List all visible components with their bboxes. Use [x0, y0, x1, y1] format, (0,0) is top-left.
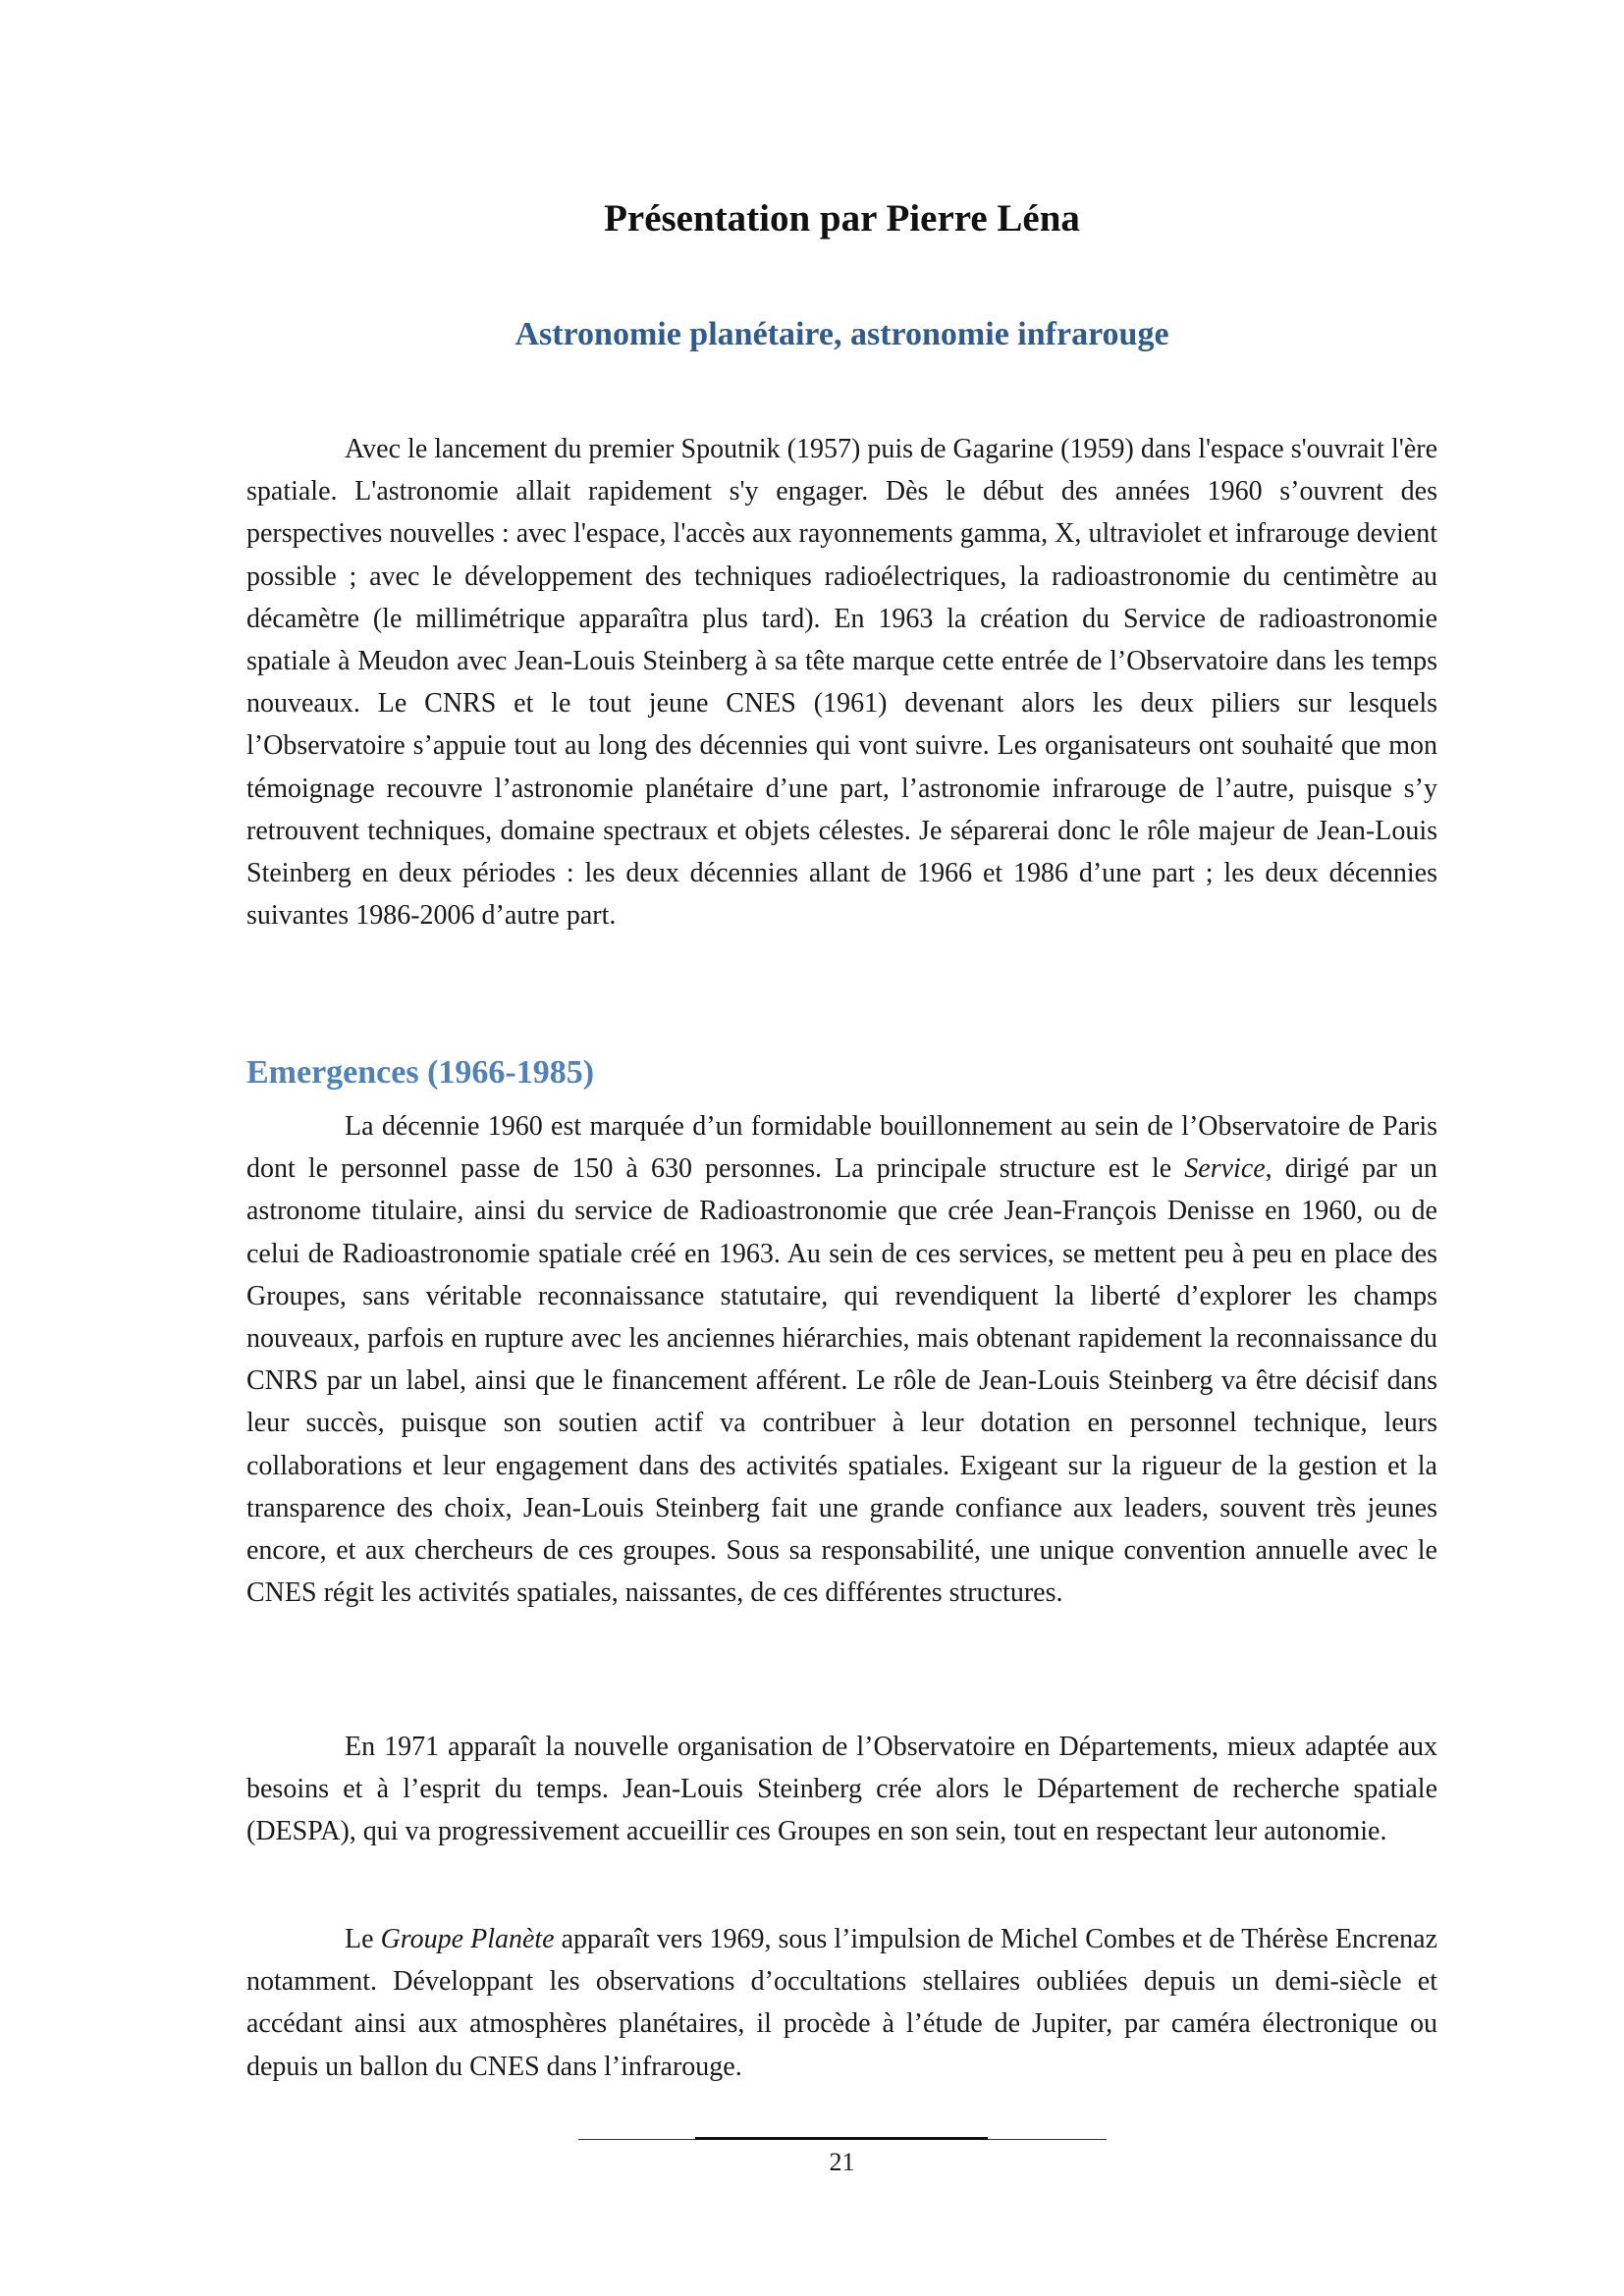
section-paragraph-3-text — [246, 1918, 1437, 2088]
footer-divider-accent — [695, 2137, 988, 2140]
section-paragraph-3-before: Le — [345, 1924, 381, 1954]
page-number: 21 — [829, 2148, 855, 2176]
section-paragraph-2 — [246, 1726, 1437, 1853]
section-paragraph-1 — [246, 1105, 1437, 1614]
section-heading: Emergences (1966-1985) — [246, 1054, 595, 1091]
section-paragraph-1-text — [246, 1105, 1437, 1614]
section-paragraph-3 — [246, 1918, 1437, 2088]
section-paragraph-1-before: La décennie 1960 est marquée d’un formidable bouillonnement au sein de l’Observatoire de Paris dont le personnel passe de 150 à 630 personnes. La principale structure est le — [246, 1111, 1437, 1185]
intro-paragraph — [246, 428, 1437, 936]
page-title: Présentation par Pierre Léna — [604, 197, 1080, 240]
section-paragraph-3-after: apparaît vers 1969, sous l’impulsion de Michel Combes et de Thérèse Encrenaz notamment. Développant les observations d’occultations stellaires oubliées depuis un demi-siècle et accédant ainsi aux atmosphères planétaires, il procède à l’étude de Jupiter, par caméra électronique ou depuis un ballon du CNES dans l’infrarouge. — [246, 1924, 1437, 2082]
page-subtitle: Astronomie planétaire, astronomie infrarouge — [514, 316, 1169, 352]
section-paragraph-2-text: En 1971 apparaît la nouvelle organisation de l’Observatoire en Départements, mieux adaptée aux besoins et à l’esprit du temps. Jean-Louis Steinberg crée alors le Département de recherche spatiale (DESPA), qui va progressivement accueillir ces Groupes en son sein, tout en respectant leur autonomie. — [246, 1732, 1437, 1847]
section-paragraph-1-after: , dirigé par un astronome titulaire, ainsi du service de Radioastronomie que crée Jean-François Denisse en 1960, ou de celui de Radioastronomie spatiale créé en 1963. Au sein de ces services, se mettent peu à peu en place des Groupes, sans véritable reconnaissance statutaire, qui revendiquent la liberté d’explorer les champs nouveaux, parfois en rupture avec les anciennes hiérarchies, mais obtenant rapidement la reconnaissance du CNRS par un label, ainsi que le financement afférent. Le rôle de Jean-Louis Steinberg va être décisif dans leur succès, puisque son soutien actif va contribuer à leur dotation en personnel technique, leurs collaborations et leur engagement dans des activités spatiales. Exigeant sur la rigueur de la gestion et la transparence des choix, Jean-Louis Steinberg fait une grande confiance aux leaders, souvent très jeunes encore, et aux chercheurs de ces groupes. Sous sa responsabilité, une unique convention annuelle avec le CNES régit les activités spatiales, naissantes, de ces différentes structures. — [246, 1153, 1437, 1609]
section-paragraph-3-italic: Groupe Planète — [380, 1924, 555, 1954]
intro-paragraph-text: Avec le lancement du premier Spoutnik (1957) puis de Gagarine (1959) dans l'espace s'ouvrait l'ère spatiale. L'astronomie allait rapidement s'y engager. Dès le début des années 1960 s’ouvrent des perspectives nouvelles : avec l'espace, l'accès aux rayonnements gamma, X, ultraviolet et infrarouge devient possible ; avec le développement des techniques radioélectriques, la radioastronomie du centimètre au décamètre (le millimétrique apparaîtra plus tard). En 1963 la création du Service de radioastronomie spatiale à Meudon avec Jean-Louis Steinberg à sa tête marque cette entrée de l’Observatoire dans les temps nouveaux. Le CNRS et le tout jeune CNES (1961) devenant alors les deux piliers sur lesquels l’Observatoire s’appuie tout au long des décennies qui vont suivre. Les organisateurs ont souhaité que mon témoignage recouvre l’astronomie planétaire d’une part, l’astronomie infrarouge de l’autre, puisque s’y retrouvent techniques, domaine spectraux et objets célestes. Je séparerai donc le rôle majeur de Jean-Louis Steinberg en deux périodes : les deux décennies allant de 1966 et 1986 d’une part ; les deux décennies suivantes 1986-2006 d’autre part. — [246, 434, 1437, 932]
section-paragraph-1-italic: Service — [1184, 1153, 1266, 1185]
document-page — [246, 0, 1437, 2296]
